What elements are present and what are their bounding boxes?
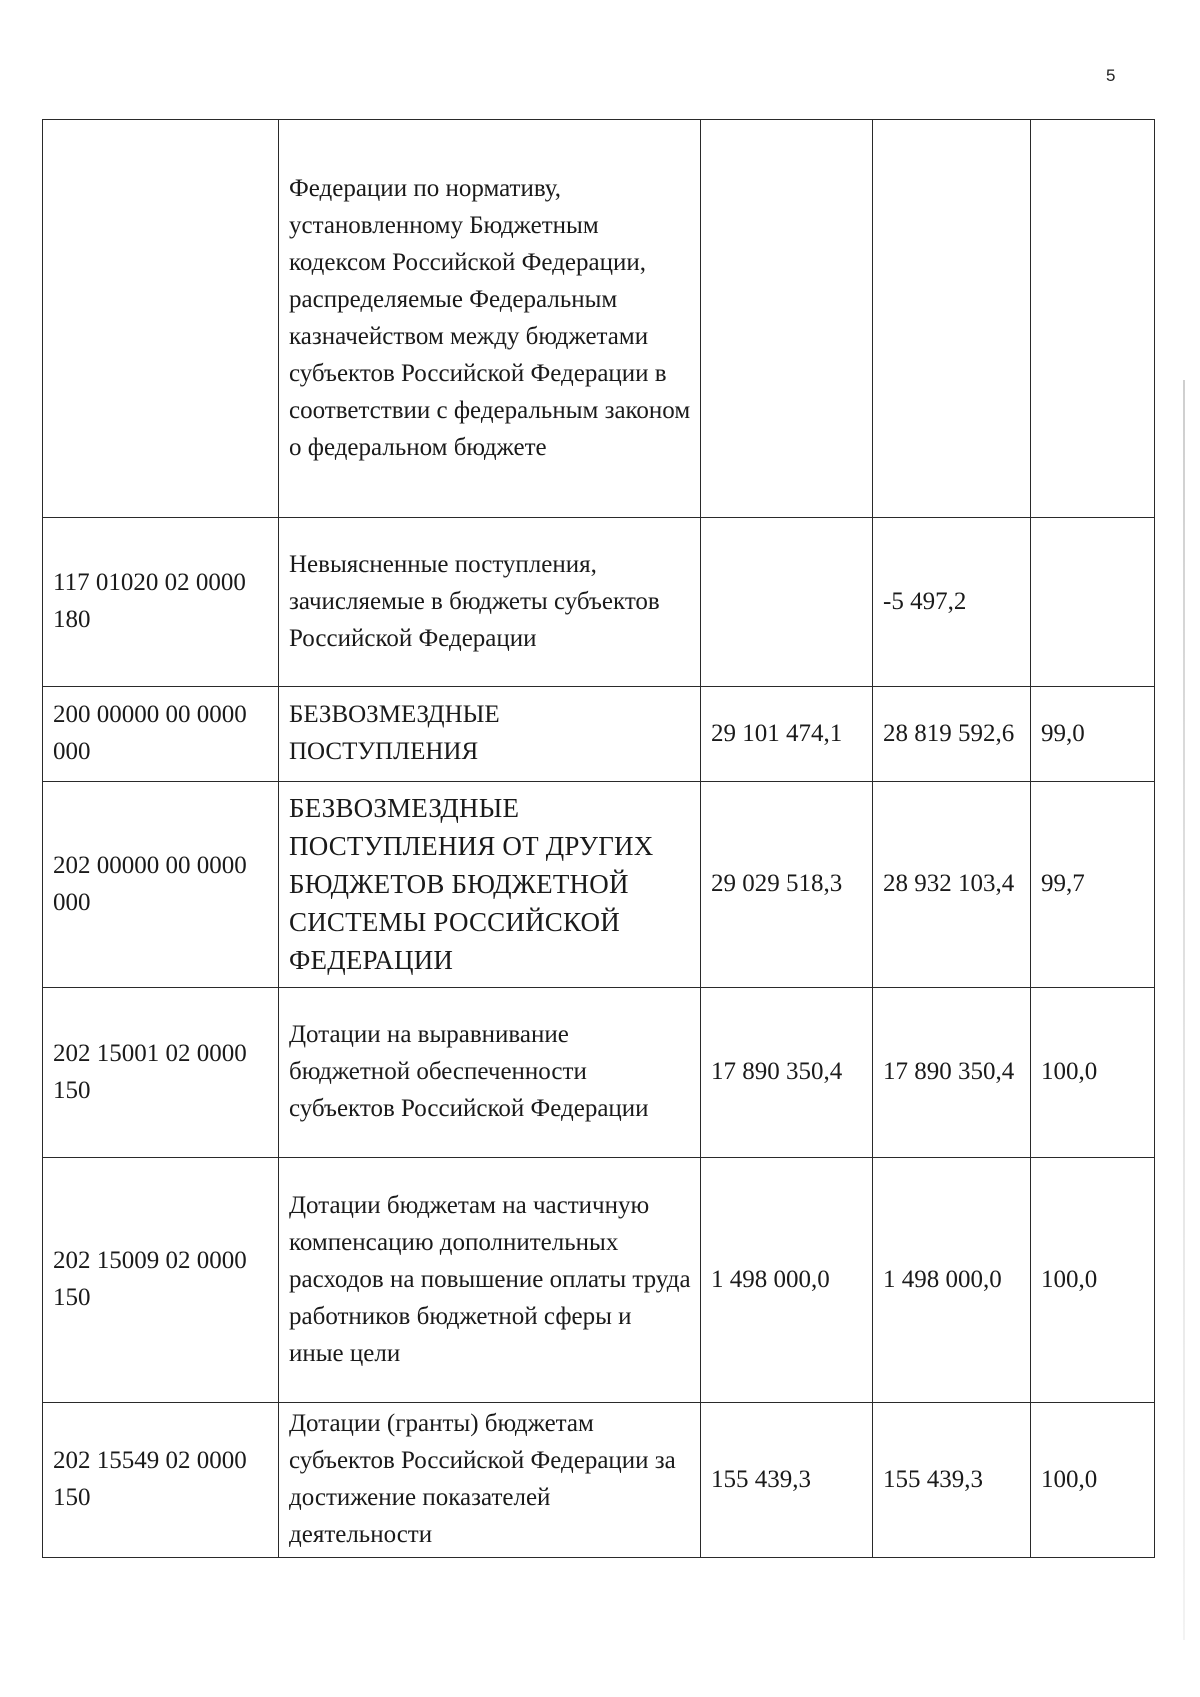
plan-amount (701, 120, 873, 518)
plan-amount: 29 029 518,3 (701, 782, 873, 988)
plan-amount (701, 518, 873, 687)
actual-amount (873, 120, 1031, 518)
revenue-name: Дотации на выравнивание бюджетной обеспеченности субъектов Российской Федерации (279, 988, 701, 1158)
revenue-name: Невыясненные поступления, зачисляемые в бюджеты субъектов Российской Федерации (279, 518, 701, 687)
revenue-name: Дотации (гранты) бюджетам субъектов Российской Федерации за достижение показателей деятельности (279, 1403, 701, 1558)
execution-percent (1031, 518, 1155, 687)
classification-code: 202 15009 02 0000 150 (43, 1158, 279, 1403)
revenue-name: БЕЗВОЗМЕЗДНЫЕ ПОСТУПЛЕНИЯ (279, 687, 701, 782)
scan-edge-line (1183, 380, 1185, 1640)
execution-percent: 100,0 (1031, 988, 1155, 1158)
execution-percent: 100,0 (1031, 1403, 1155, 1558)
table-row (43, 518, 1155, 687)
table-row (43, 988, 1155, 1158)
plan-amount: 29 101 474,1 (701, 687, 873, 782)
revenue-name: Федерации по нормативу, установленному Бюджетным кодексом Российской Федерации, распределяемые Федеральным казначейством между бюджетами субъектов Российской Федерации в соответствии с федеральным законом о федеральном бюджете (279, 120, 701, 518)
classification-code: 202 15549 02 0000 150 (43, 1403, 279, 1558)
plan-amount: 155 439,3 (701, 1403, 873, 1558)
page-number: 5 (1106, 66, 1116, 85)
plan-amount: 1 498 000,0 (701, 1158, 873, 1403)
actual-amount: -5 497,2 (873, 518, 1031, 687)
execution-percent: 99,0 (1031, 687, 1155, 782)
actual-amount: 155 439,3 (873, 1403, 1031, 1558)
classification-code: 202 00000 00 0000 000 (43, 782, 279, 988)
revenue-name: БЕЗВОЗМЕЗДНЫЕ ПОСТУПЛЕНИЯ ОТ ДРУГИХ БЮДЖЕТОВ БЮДЖЕТНОЙ СИСТЕМЫ РОССИЙСКОЙ ФЕДЕРАЦИИ (279, 782, 701, 988)
classification-code: 200 00000 00 0000 000 (43, 687, 279, 782)
execution-percent: 100,0 (1031, 1158, 1155, 1403)
table-row (43, 782, 1155, 988)
classification-code: 202 15001 02 0000 150 (43, 988, 279, 1158)
actual-amount: 17 890 350,4 (873, 988, 1031, 1158)
table-row (43, 120, 1155, 518)
table-row (43, 1403, 1155, 1558)
table-row (43, 687, 1155, 782)
execution-percent (1031, 120, 1155, 518)
budget-revenue-table (42, 119, 1155, 1558)
actual-amount: 28 819 592,6 (873, 687, 1031, 782)
revenue-name: Дотации бюджетам на частичную компенсацию дополнительных расходов на повышение оплаты труда работников бюджетной сферы и иные цели (279, 1158, 701, 1403)
plan-amount: 17 890 350,4 (701, 988, 873, 1158)
actual-amount: 1 498 000,0 (873, 1158, 1031, 1403)
execution-percent: 99,7 (1031, 782, 1155, 988)
actual-amount: 28 932 103,4 (873, 782, 1031, 988)
classification-code (43, 120, 279, 518)
table-row (43, 1158, 1155, 1403)
classification-code: 117 01020 02 0000 180 (43, 518, 279, 687)
